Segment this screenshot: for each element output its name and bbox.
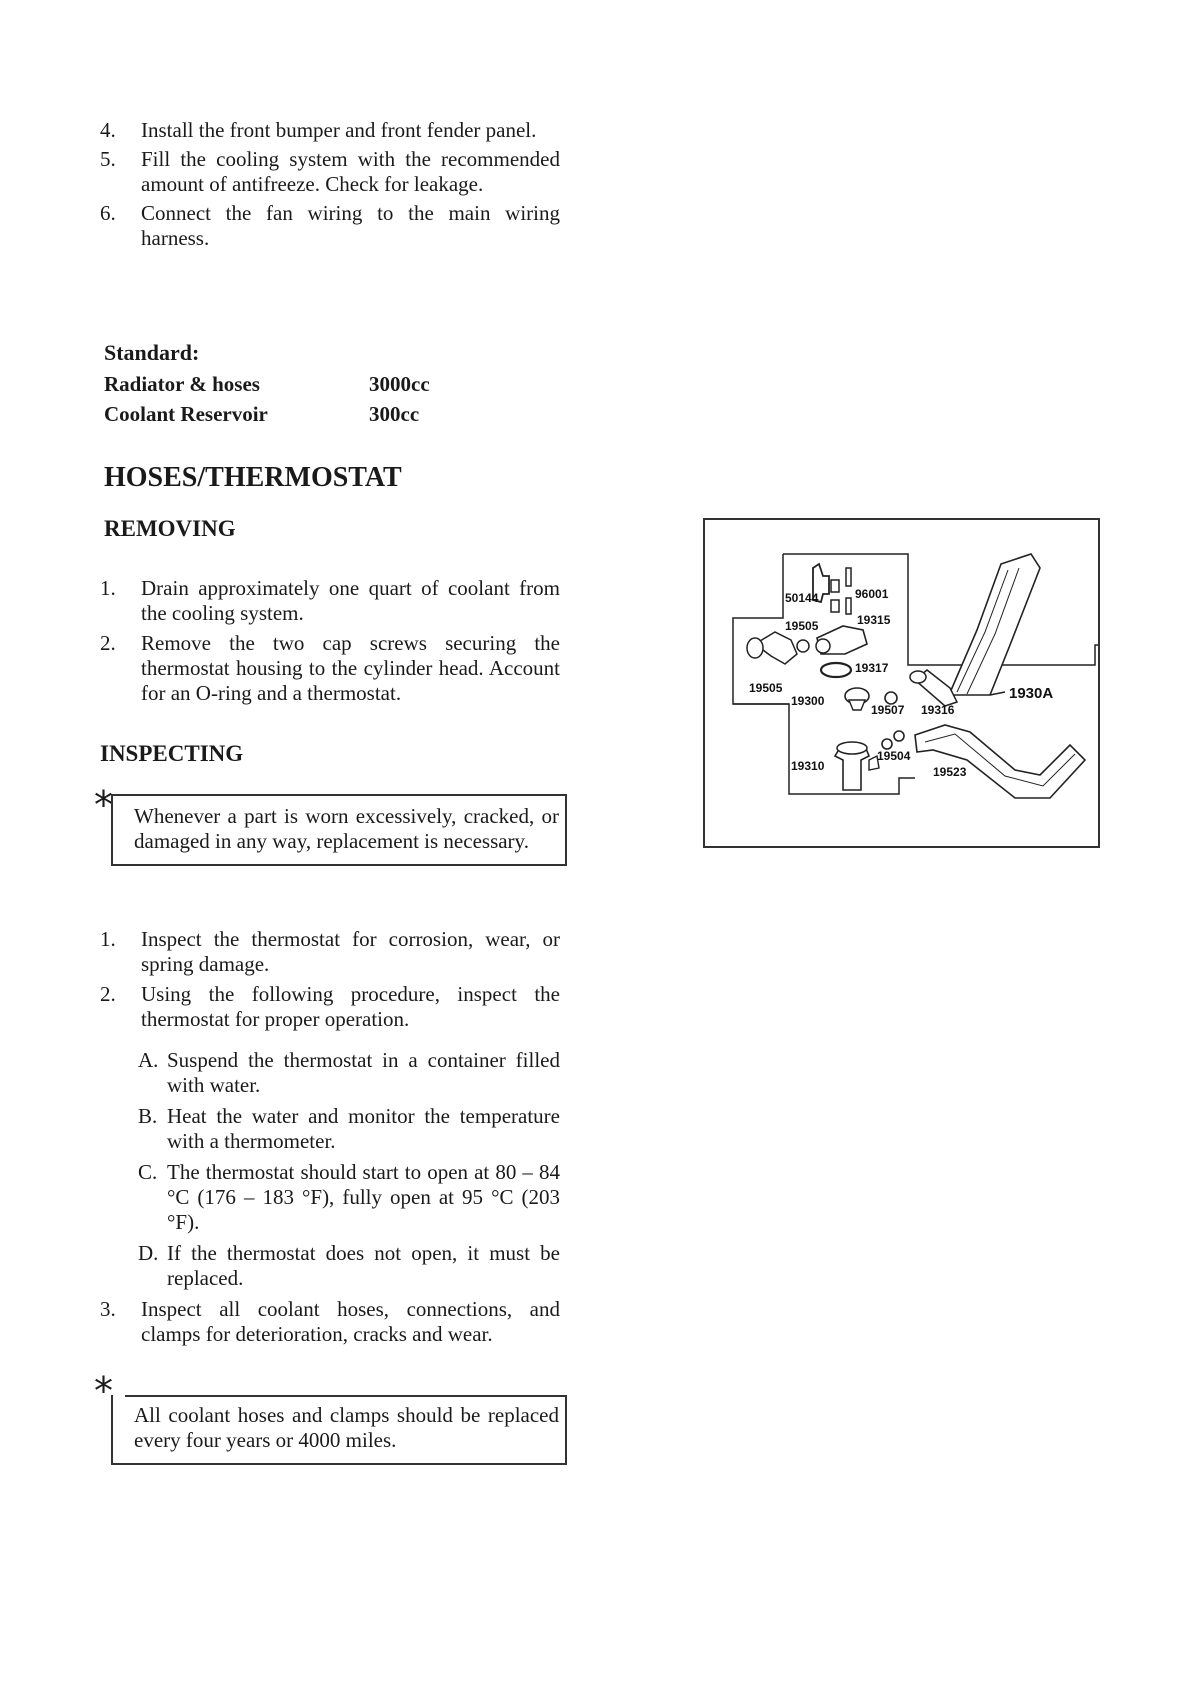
part-label: 19504 — [877, 749, 911, 763]
step-letter: D. — [138, 1241, 159, 1265]
part-label: 19505 — [749, 681, 783, 695]
note-box — [111, 794, 567, 866]
list-item — [100, 927, 560, 977]
step-letter: C. — [138, 1160, 158, 1184]
clamp-icon — [894, 731, 904, 741]
standard-value: 300cc — [369, 402, 420, 426]
step-text: Inspect all coolant hoses, connections, and clamps for deterioration, cracks and wear. — [141, 1297, 560, 1346]
list-item — [100, 631, 560, 706]
inspecting-steps — [100, 927, 560, 1347]
part-label: 96001 — [855, 587, 889, 601]
hose-end-icon — [910, 671, 926, 683]
part-label: 19300 — [791, 694, 825, 708]
list-item — [100, 1104, 560, 1154]
pump-flange-icon — [837, 742, 867, 754]
thermostat-body-icon — [849, 700, 865, 710]
list-item — [100, 1160, 560, 1235]
list-item — [100, 1241, 560, 1291]
step-text: Using the following procedure, inspect the thermostat for proper operation. — [141, 982, 560, 1031]
step-number: 1. — [100, 927, 116, 951]
step-text: Connect the fan wiring to the main wiring harness. — [141, 201, 560, 250]
note-text: Whenever a part is worn excessively, cracked, or damaged in any way, replacement is necessary. — [134, 804, 559, 853]
assembly-label: 1930A — [1009, 685, 1054, 702]
step-number: 2. — [100, 982, 116, 1006]
part-label: 19505 — [785, 619, 819, 633]
list-item — [100, 982, 560, 1032]
step-number: 5. — [100, 147, 116, 171]
thermostat-hose-diagram — [705, 520, 1098, 846]
step-text: Install the front bumper and front fender panel. — [141, 118, 537, 142]
step-text: Remove the two cap screws securing the thermostat housing to the cylinder head. Account for an O-ring and a thermostat. — [141, 631, 560, 705]
standard-title: Standard: — [104, 340, 200, 365]
step-letter: B. — [138, 1104, 158, 1128]
part-label: 19310 — [791, 759, 825, 773]
part-label: 50144 — [785, 591, 819, 605]
step-number: 1. — [100, 576, 116, 600]
bracket-clip-icon — [831, 580, 839, 592]
note-box — [111, 1395, 567, 1465]
bolt-icon — [846, 568, 851, 586]
upper-hose-icon — [949, 554, 1040, 695]
note-asterisk-icon: * — [94, 783, 113, 827]
standard-row — [104, 402, 420, 427]
part-label: 19507 — [871, 703, 905, 717]
exploded-diagram-frame — [703, 518, 1100, 848]
list-item — [100, 1297, 560, 1347]
note-asterisk-icon: * — [94, 1369, 113, 1413]
standard-label: Radiator & hoses — [104, 372, 260, 396]
clamp-icon — [882, 739, 892, 749]
o-ring-icon — [821, 663, 851, 677]
standard-label: Coolant Reservoir — [104, 402, 268, 426]
list-item — [100, 201, 560, 251]
part-label: 19316 — [921, 703, 955, 717]
step-number: 3. — [100, 1297, 116, 1321]
housing-outlet-icon — [816, 639, 830, 653]
step-text: The thermostat should start to open at 80 – 84 °C (176 – 183 °F), fully open at 95 °C (203 °F). — [167, 1160, 560, 1234]
removing-steps — [100, 576, 560, 706]
bolt-icon — [846, 598, 851, 614]
step-number: 2. — [100, 631, 116, 655]
leader-line — [990, 692, 1005, 695]
part-label: 19523 — [933, 765, 967, 779]
list-item — [100, 147, 560, 197]
step-letter: A. — [138, 1048, 159, 1072]
removing-heading: REMOVING — [104, 516, 236, 541]
clamp-icon — [797, 640, 809, 652]
list-item — [100, 118, 560, 143]
step-text: Suspend the thermostat in a container filled with water. — [167, 1048, 560, 1097]
step-number: 4. — [100, 118, 116, 142]
hose-end-icon — [747, 638, 763, 658]
list-item — [100, 1048, 560, 1098]
step-number: 6. — [100, 201, 116, 225]
inspecting-heading: INSPECTING — [100, 741, 244, 766]
bracket-clip-icon — [831, 600, 839, 612]
lower-hose-icon — [915, 725, 1085, 798]
note-text: All coolant hoses and clamps should be replaced every four years or 4000 miles. — [134, 1403, 559, 1452]
standard-row — [104, 372, 430, 397]
section-title: HOSES/THERMOSTAT — [104, 462, 402, 493]
step-text: Inspect the thermostat for corrosion, wear, or spring damage. — [141, 927, 560, 976]
part-label: 19317 — [855, 661, 889, 675]
standard-value: 3000cc — [369, 372, 430, 396]
install-steps — [100, 118, 560, 251]
step-text: Fill the cooling system with the recommended amount of antifreeze. Check for leakage. — [141, 147, 560, 196]
step-text: Heat the water and monitor the temperature with a thermometer. — [167, 1104, 560, 1153]
step-text: If the thermostat does not open, it must be replaced. — [167, 1241, 560, 1290]
part-label: 19315 — [857, 613, 891, 627]
step-text: Drain approximately one quart of coolant from the cooling system. — [141, 576, 560, 625]
list-item — [100, 576, 560, 626]
